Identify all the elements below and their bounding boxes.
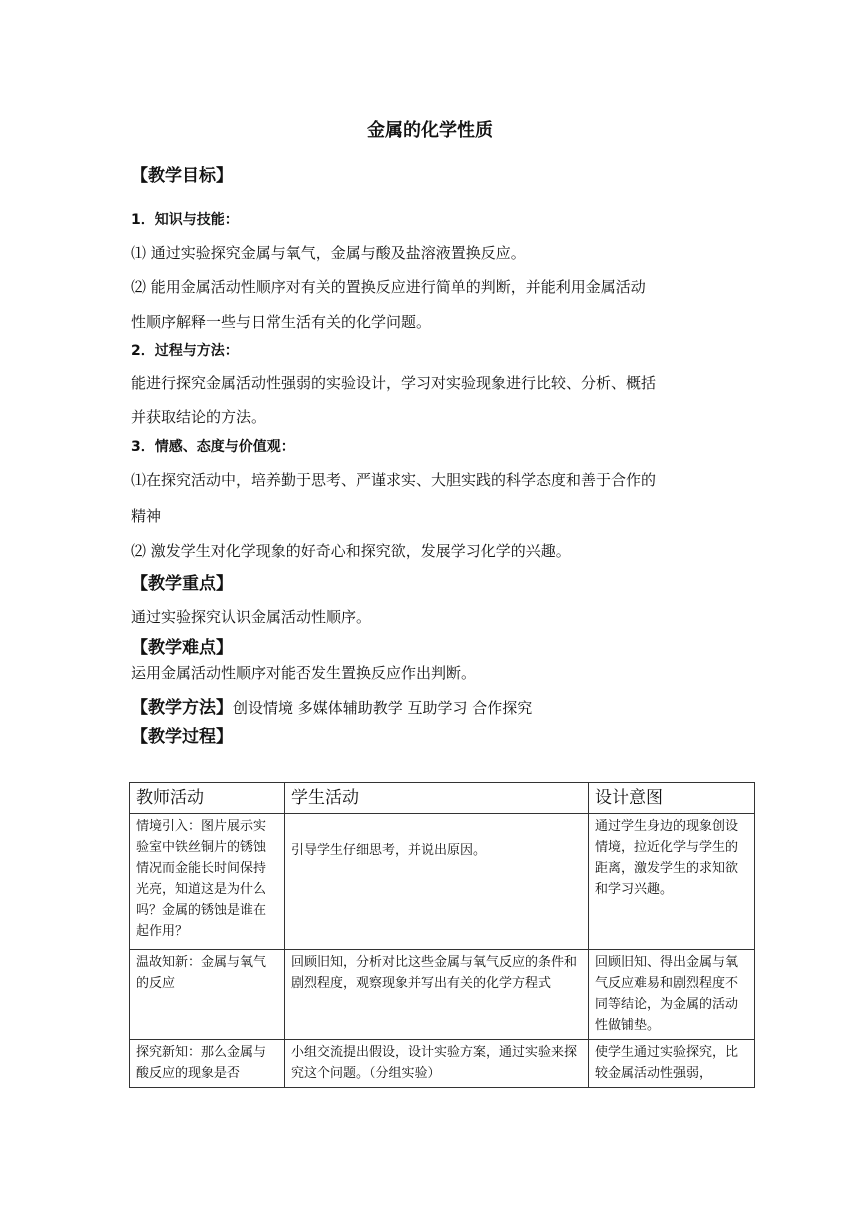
cell-teacher: 情境引入：图片展示实验室中铁丝铜片的锈蚀情况而金能长时间保持光亮，知道这是为什么吗？金属的锈蚀是谁在起作用？ bbox=[130, 814, 285, 950]
table-row bbox=[130, 950, 755, 1040]
process-method-line-2: 并获取结论的方法。 bbox=[131, 408, 267, 426]
methods-row bbox=[131, 693, 532, 718]
difficulty-text: 运用金属活动性顺序对能否发生置换反应作出判断。 bbox=[131, 664, 477, 682]
knowledge-heading: 1．知识与技能： bbox=[131, 212, 239, 228]
emotion-heading: 3．情感、态度与价值观： bbox=[131, 439, 295, 455]
emotion-item-2: ⑵ 激发学生对化学现象的好奇心和探究欲，发展学习化学的兴趣。 bbox=[131, 542, 571, 560]
emotion-item-1-line-1: ⑴在探究活动中，培养勤于思考、严谨求实、大胆实践的科学态度和善于合作的 bbox=[131, 471, 657, 489]
difficulty-heading: 【教学难点】 bbox=[131, 638, 233, 658]
cell-intent: 通过学生身边的现象创设情境，拉近化学与学生的距离，激发学生的求知欲和学习兴趣。 bbox=[589, 814, 755, 950]
cell-student: 回顾旧知，分析对比这些金属与氧气反应的条件和剧烈程度，观察现象并写出有关的化学方程式 bbox=[285, 950, 589, 1040]
key-point-heading: 【教学重点】 bbox=[131, 574, 233, 594]
column-header-teacher: 教师活动 bbox=[130, 783, 285, 814]
goals-heading: 【教学目标】 bbox=[131, 166, 233, 186]
cell-student: 小组交流提出假设，设计实验方案，通过实验来探究这个问题。（分组实验） bbox=[285, 1040, 589, 1088]
cell-intent: 回顾旧知、得出金属与氧气反应难易和剧烈程度不同等结论，为金属的活动性做铺垫。 bbox=[589, 950, 755, 1040]
emotion-item-1-line-2: 精神 bbox=[131, 507, 162, 525]
table-row bbox=[130, 814, 755, 950]
process-heading: 【教学过程】 bbox=[131, 727, 233, 747]
process-method-heading: 2．过程与方法： bbox=[131, 343, 239, 359]
cell-teacher: 探究新知：那么金属与酸反应的现象是否 bbox=[130, 1040, 285, 1088]
knowledge-item-2-line-1: ⑵ 能用金属活动性顺序对有关的置换反应进行简单的判断，并能利用金属活动 bbox=[131, 278, 646, 296]
process-method-line-1: 能进行探究金属活动性强弱的实验设计，学习对实验现象进行比较、分析、概括 bbox=[131, 374, 657, 392]
key-point-text: 通过实验探究认识金属活动性顺序。 bbox=[131, 608, 372, 626]
cell-student: 引导学生仔细思考，并说出原因。 bbox=[285, 814, 589, 950]
knowledge-item-1: ⑴ 通过实验探究金属与氧气，金属与酸及盐溶液置换反应。 bbox=[131, 244, 526, 262]
knowledge-item-2-line-2: 性顺序解释一些与日常生活有关的化学问题。 bbox=[131, 313, 432, 331]
column-header-student: 学生活动 bbox=[285, 783, 589, 814]
process-table bbox=[129, 782, 755, 1088]
table-header-row bbox=[130, 783, 755, 814]
cell-intent: 使学生通过实验探究，比较金属活动性强弱， bbox=[589, 1040, 755, 1088]
page-title: 金属的化学性质 bbox=[367, 120, 493, 141]
methods-text: 创设情境 多媒体辅助教学 互助学习 合作探究 bbox=[233, 699, 533, 717]
cell-teacher: 温故知新：金属与氧气的反应 bbox=[130, 950, 285, 1040]
table-row bbox=[130, 1040, 755, 1088]
column-header-intent: 设计意图 bbox=[589, 783, 755, 814]
methods-heading: 【教学方法】 bbox=[131, 698, 233, 718]
